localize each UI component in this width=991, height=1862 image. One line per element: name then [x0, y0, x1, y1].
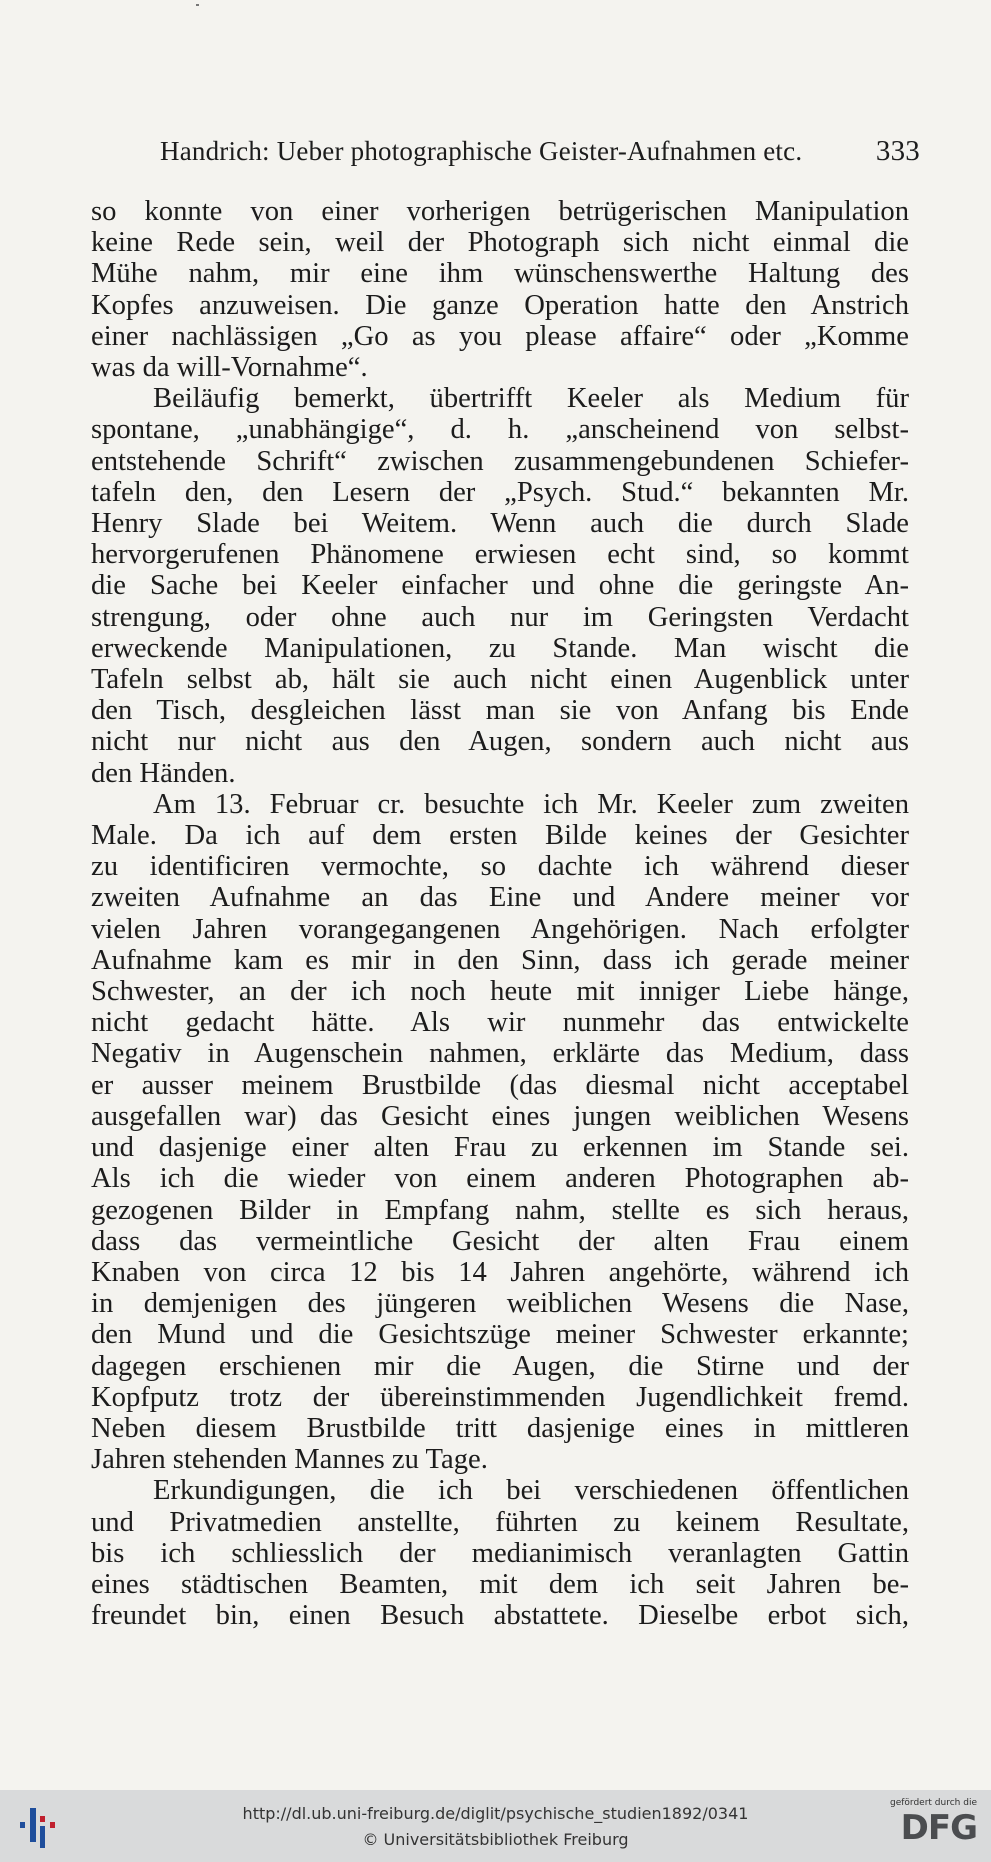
text-line: einer nachlässigen „Go as you please affaire“ oder „Komme: [91, 320, 909, 352]
text-line: nicht gedacht hätte. Als wir nunmehr das entwickelte: [91, 1007, 909, 1039]
text-line: Knaben von circa 12 bis 14 Jahren angehörte, während ich: [91, 1256, 909, 1288]
text-line: so konnte von einer vorherigen betrügerischen Manipulation: [91, 196, 909, 227]
text-line: Am 13. Februar cr. besuchte ich Mr. Keeler zum zweiten: [153, 788, 909, 820]
text-line: Tafeln selbst ab, hält sie auch nicht einen Augenblick unter: [91, 664, 909, 696]
text-line: vielen Jahren vorangegangenen Angehörigen. Nach erfolgter: [91, 913, 909, 945]
text-line: freundet bin, einen Besuch abstattete. Dieselbe erbot sich,: [91, 1600, 909, 1632]
text-line: zu identificiren vermochte, so dachte ich während dieser: [91, 851, 909, 883]
text-line: strengung, oder ohne auch nur im Geringsten Verdacht: [91, 601, 909, 633]
text-line: Als ich die wieder von einem anderen Photographen ab-: [91, 1163, 909, 1195]
text-line: die Sache bei Keeler einfacher und ohne die geringste An-: [91, 570, 909, 602]
text-line: erweckende Manipulationen, zu Stande. Man wischt die: [91, 632, 909, 664]
scan-speck: [196, 4, 199, 6]
text-line: ausgefallen war) das Gesicht eines jungen weiblichen Wesens: [91, 1100, 909, 1132]
text-line: Henry Slade bei Weitem. Wenn auch die durch Slade: [91, 508, 909, 540]
body-text: [91, 196, 909, 1631]
text-line: in demjenigen des jüngeren weiblichen Wesens die Nase,: [91, 1288, 909, 1320]
document-url[interactable]: http://dl.ub.uni-freiburg.de/diglit/psychische_studien1892/0341: [242, 1804, 749, 1823]
copyright-notice: © Universitätsbibliothek Freiburg: [362, 1830, 629, 1849]
text-line: dass das vermeintliche Gesicht der alten Frau einem: [91, 1225, 909, 1257]
text-line: spontane, „unabhängige“, d. h. „anscheinend von selbst-: [91, 414, 909, 446]
text-line: und Privatmedien anstellte, führten zu keinem Resultate,: [91, 1506, 909, 1538]
text-line: Aufnahme kam es mir in den Sinn, dass ich gerade meiner: [91, 944, 909, 976]
text-line: den Händen.: [91, 757, 236, 789]
text-line: Neben diesem Brustbilde tritt dasjenige eines in mittleren: [91, 1412, 909, 1444]
viewer-footer: [0, 1790, 991, 1862]
text-line: und dasjenige einer alten Frau zu erkennen im Stande sei.: [91, 1132, 909, 1164]
text-line: keine Rede sein, weil der Photograph sich nicht einmal die: [91, 227, 909, 259]
text-line: Negativ in Augenschein nahmen, erklärte das Medium, dass: [91, 1038, 909, 1070]
text-line: zweiten Aufnahme an das Eine und Andere meiner vor: [91, 882, 909, 914]
text-line: hervorgerufenen Phänomene erwiesen echt sind, so kommt: [91, 539, 909, 571]
running-header: [160, 135, 920, 168]
text-line: den Mund und die Gesichtszüge meiner Schwester erkannte;: [91, 1319, 909, 1351]
text-line: entstehende Schrift“ zwischen zusammengebundenen Schiefer-: [91, 445, 909, 477]
running-title: Handrich: Ueber photographische Geister-Aufnahmen etc.: [160, 136, 803, 166]
text-line: nicht nur nicht aus den Augen, sondern auch nicht aus: [91, 726, 909, 758]
text-line: Schwester, an der ich noch heute mit inniger Liebe hänge,: [91, 976, 909, 1008]
text-line: Kopfes anzuweisen. Die ganze Operation hatte den Anstrich: [91, 289, 909, 321]
text-line: Beiläufig bemerkt, übertrifft Keeler als Medium für: [153, 383, 909, 415]
text-line: Kopfputz trotz der übereinstimmenden Jugendlichkeit fremd.: [91, 1381, 909, 1413]
dfg-caption: gefördert durch die: [890, 1798, 977, 1808]
text-line: Male. Da ich auf dem ersten Bilde keines der Gesichter: [91, 820, 909, 852]
text-line: er ausser meinem Brustbilde (das diesmal nicht acceptabel: [91, 1069, 909, 1101]
text-line: Jahren stehenden Mannes zu Tage.: [91, 1444, 488, 1476]
text-line: gezogenen Bilder in Empfang nahm, stellte es sich heraus,: [91, 1194, 909, 1226]
text-line: was da will-Vornahme“.: [91, 352, 368, 384]
page-number: 333: [875, 135, 920, 167]
text-line: eines städtischen Beamten, mit dem ich seit Jahren be-: [91, 1568, 909, 1600]
text-line: dagegen erschienen mir die Augen, die Stirne und der: [91, 1350, 909, 1382]
dfg-wordmark: DFG: [900, 1808, 977, 1848]
text-line: den Tisch, desgleichen lässt man sie von Anfang bis Ende: [91, 695, 909, 727]
text-line: tafeln den, den Lesern der „Psych. Stud.“ bekannten Mr.: [91, 476, 909, 508]
dfg-logo: [887, 1798, 977, 1856]
text-line: Erkundigungen, die ich bei verschiedenen öffentlichen: [153, 1475, 909, 1507]
text-line: Mühe nahm, mir eine ihm wünschenswerthe Haltung des: [91, 258, 909, 290]
text-line: bis ich schliesslich der medianimisch veranlagten Gattin: [91, 1537, 909, 1569]
